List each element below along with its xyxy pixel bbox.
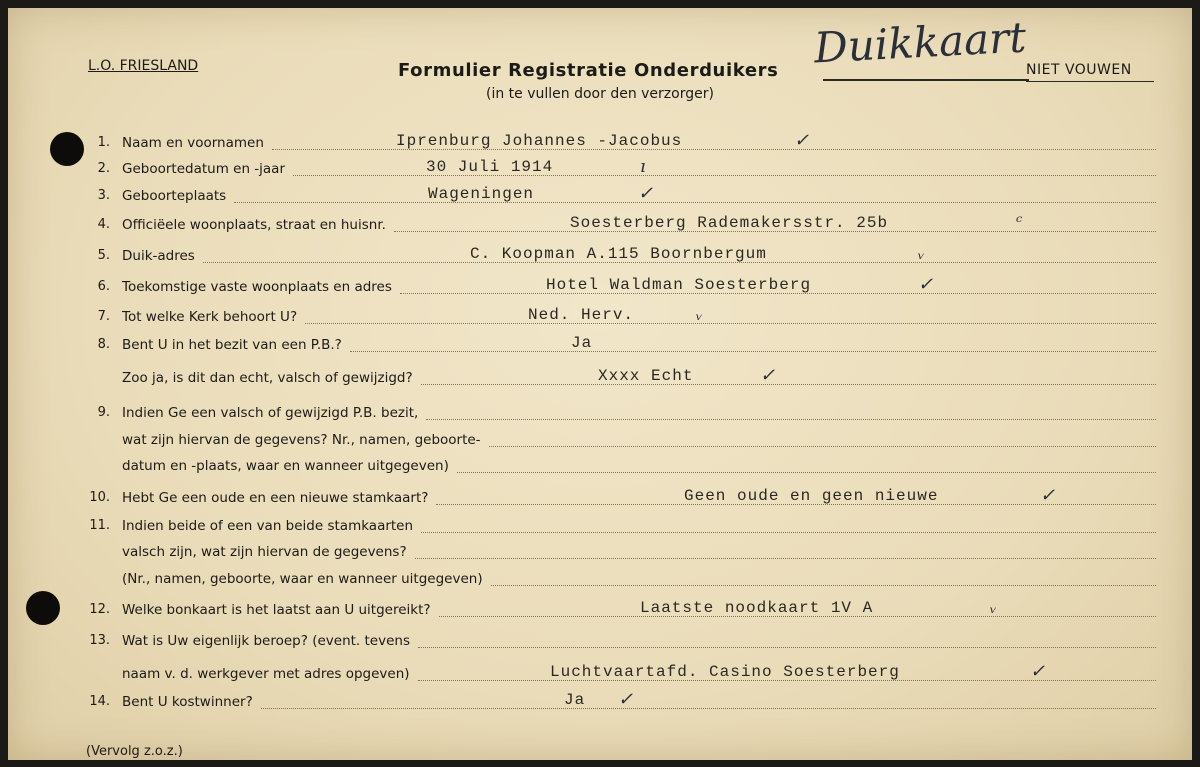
dotted-line (293, 175, 1156, 176)
check-mark: ✓ (794, 130, 810, 151)
field-question: Wat is Uw eigenlijk beroep? (event. tevens (122, 633, 410, 649)
dotted-line (426, 419, 1156, 420)
field-number: 9. (97, 405, 110, 420)
continued-note: (Vervolg z.o.z.) (86, 744, 183, 759)
dotted-line (350, 351, 1156, 352)
form-row (8, 691, 1192, 715)
form-subtitle: (in te vullen door den verzorger) (486, 86, 714, 102)
field-number: 8. (97, 337, 110, 352)
form-row (8, 214, 1192, 238)
field-answer: Geen oude en geen nieuwe (684, 487, 939, 505)
field-question: Tot welke Kerk behoort U? (122, 309, 298, 325)
check-mark: ✓ (918, 274, 934, 295)
field-question: Zoo ja, is dit dan echt, valsch of gewijzigd? (122, 370, 413, 386)
field-number: 5. (97, 248, 110, 263)
field-answer: Ja (564, 691, 586, 709)
dotted-line (305, 323, 1156, 324)
field-answer: Ja (571, 334, 593, 352)
handwritten-title: Duikkaart (812, 12, 1028, 73)
field-question: Welke bonkaart is het laatst aan U uitgereikt? (122, 602, 431, 618)
check-mark: ✓ (760, 365, 776, 386)
form-row (8, 185, 1192, 209)
dotted-line (421, 532, 1156, 533)
field-question: (Nr., namen, geboorte, waar en wanneer uitgegeven) (122, 571, 483, 587)
field-question: Bent U kostwinner? (122, 694, 253, 710)
check-mark: ✓ (638, 183, 654, 204)
field-question: Indien beide of een van beide stamkaarten (122, 518, 414, 534)
form-row (8, 515, 1192, 539)
form-row (8, 245, 1192, 269)
form-row (8, 599, 1192, 623)
form-row (8, 402, 1192, 426)
form-row (8, 541, 1192, 565)
field-number: 7. (97, 309, 110, 324)
check-mark: ᵥ (990, 597, 997, 618)
field-question: Bent U in het bezit van een P.B.? (122, 337, 342, 353)
field-number: 4. (97, 217, 110, 232)
field-number: 2. (97, 161, 110, 176)
form-row (8, 276, 1192, 300)
field-question: Indien Ge een valsch of gewijzigd P.B. bezit, (122, 405, 419, 421)
field-question: Toekomstige vaste woonplaats en adres (122, 279, 392, 295)
form-row (8, 568, 1192, 592)
field-number: 14. (89, 694, 110, 709)
field-question: valsch zijn, wat zijn hiervan de gegevens? (122, 544, 407, 560)
field-answer: Xxxx Echt (598, 367, 694, 385)
dotted-line (418, 647, 1156, 648)
field-question: wat zijn hiervan de gegevens? Nr., namen, geboorte- (122, 432, 481, 448)
field-question: datum en -plaats, waar en wanneer uitgegeven) (122, 458, 449, 474)
form-row (8, 455, 1192, 479)
form-row (8, 429, 1192, 453)
field-number: 13. (89, 633, 110, 648)
form-row (8, 132, 1192, 156)
form-row (8, 487, 1192, 511)
field-number: 12. (89, 602, 110, 617)
check-mark: ı (640, 156, 646, 177)
field-question: Geboortedatum en -jaar (122, 161, 286, 177)
header-rule (823, 79, 1029, 81)
field-answer: Wageningen (428, 185, 535, 203)
do-not-fold-label: NIET VOUWEN (1026, 62, 1132, 78)
field-answer: Laatste noodkaart 1V A (640, 599, 874, 617)
field-question: Duik-adres (122, 248, 195, 264)
field-question: naam v. d. werkgever met adres opgeven) (122, 666, 410, 682)
field-number: 10. (89, 490, 110, 505)
field-question: Hebt Ge een oude en een nieuwe stamkaart? (122, 490, 429, 506)
field-number: 3. (97, 188, 110, 203)
field-answer: Hotel Waldman Soesterberg (546, 276, 812, 294)
field-answer: Soesterberg Rademakersstr. 25b (570, 214, 889, 232)
check-mark: ᵥ (696, 304, 703, 325)
header-right-underline (1026, 81, 1154, 82)
dotted-line (457, 472, 1156, 473)
form-row (8, 334, 1192, 358)
check-mark: ✓ (1040, 485, 1056, 506)
field-number: 11. (89, 518, 110, 533)
organization-label: L.O. FRIESLAND (88, 58, 199, 74)
field-question: Naam en voornamen (122, 135, 264, 151)
field-answer: Iprenburg Johannes -Jacobus (396, 132, 683, 150)
field-answer: 30 Juli 1914 (426, 158, 554, 176)
check-mark: ᵥ (918, 243, 925, 264)
form-row (8, 630, 1192, 654)
check-mark: ᶜ (1016, 212, 1023, 233)
form-row (8, 158, 1192, 182)
dotted-line (261, 708, 1156, 709)
field-answer: Luchtvaartafd. Casino Soesterberg (550, 663, 900, 681)
dotted-line (415, 558, 1156, 559)
check-mark: ✓ (1030, 661, 1046, 682)
field-answer: Ned. Herv. (528, 306, 635, 324)
check-mark: ✓ (618, 689, 634, 710)
field-number: 6. (97, 279, 110, 294)
form-row (8, 663, 1192, 687)
dotted-line (491, 585, 1156, 586)
dotted-line (489, 446, 1156, 447)
field-question: Officiëele woonplaats, straat en huisnr. (122, 217, 386, 233)
form-title: Formulier Registratie Onderduikers (398, 60, 779, 81)
field-number: 1. (97, 135, 110, 150)
registration-card (8, 8, 1192, 760)
form-row (8, 306, 1192, 330)
dotted-line (234, 202, 1156, 203)
dotted-line (421, 384, 1156, 385)
form-row (8, 367, 1192, 391)
field-question: Geboorteplaats (122, 188, 227, 204)
field-answer: C. Koopman A.115 Boornbergum (470, 245, 767, 263)
